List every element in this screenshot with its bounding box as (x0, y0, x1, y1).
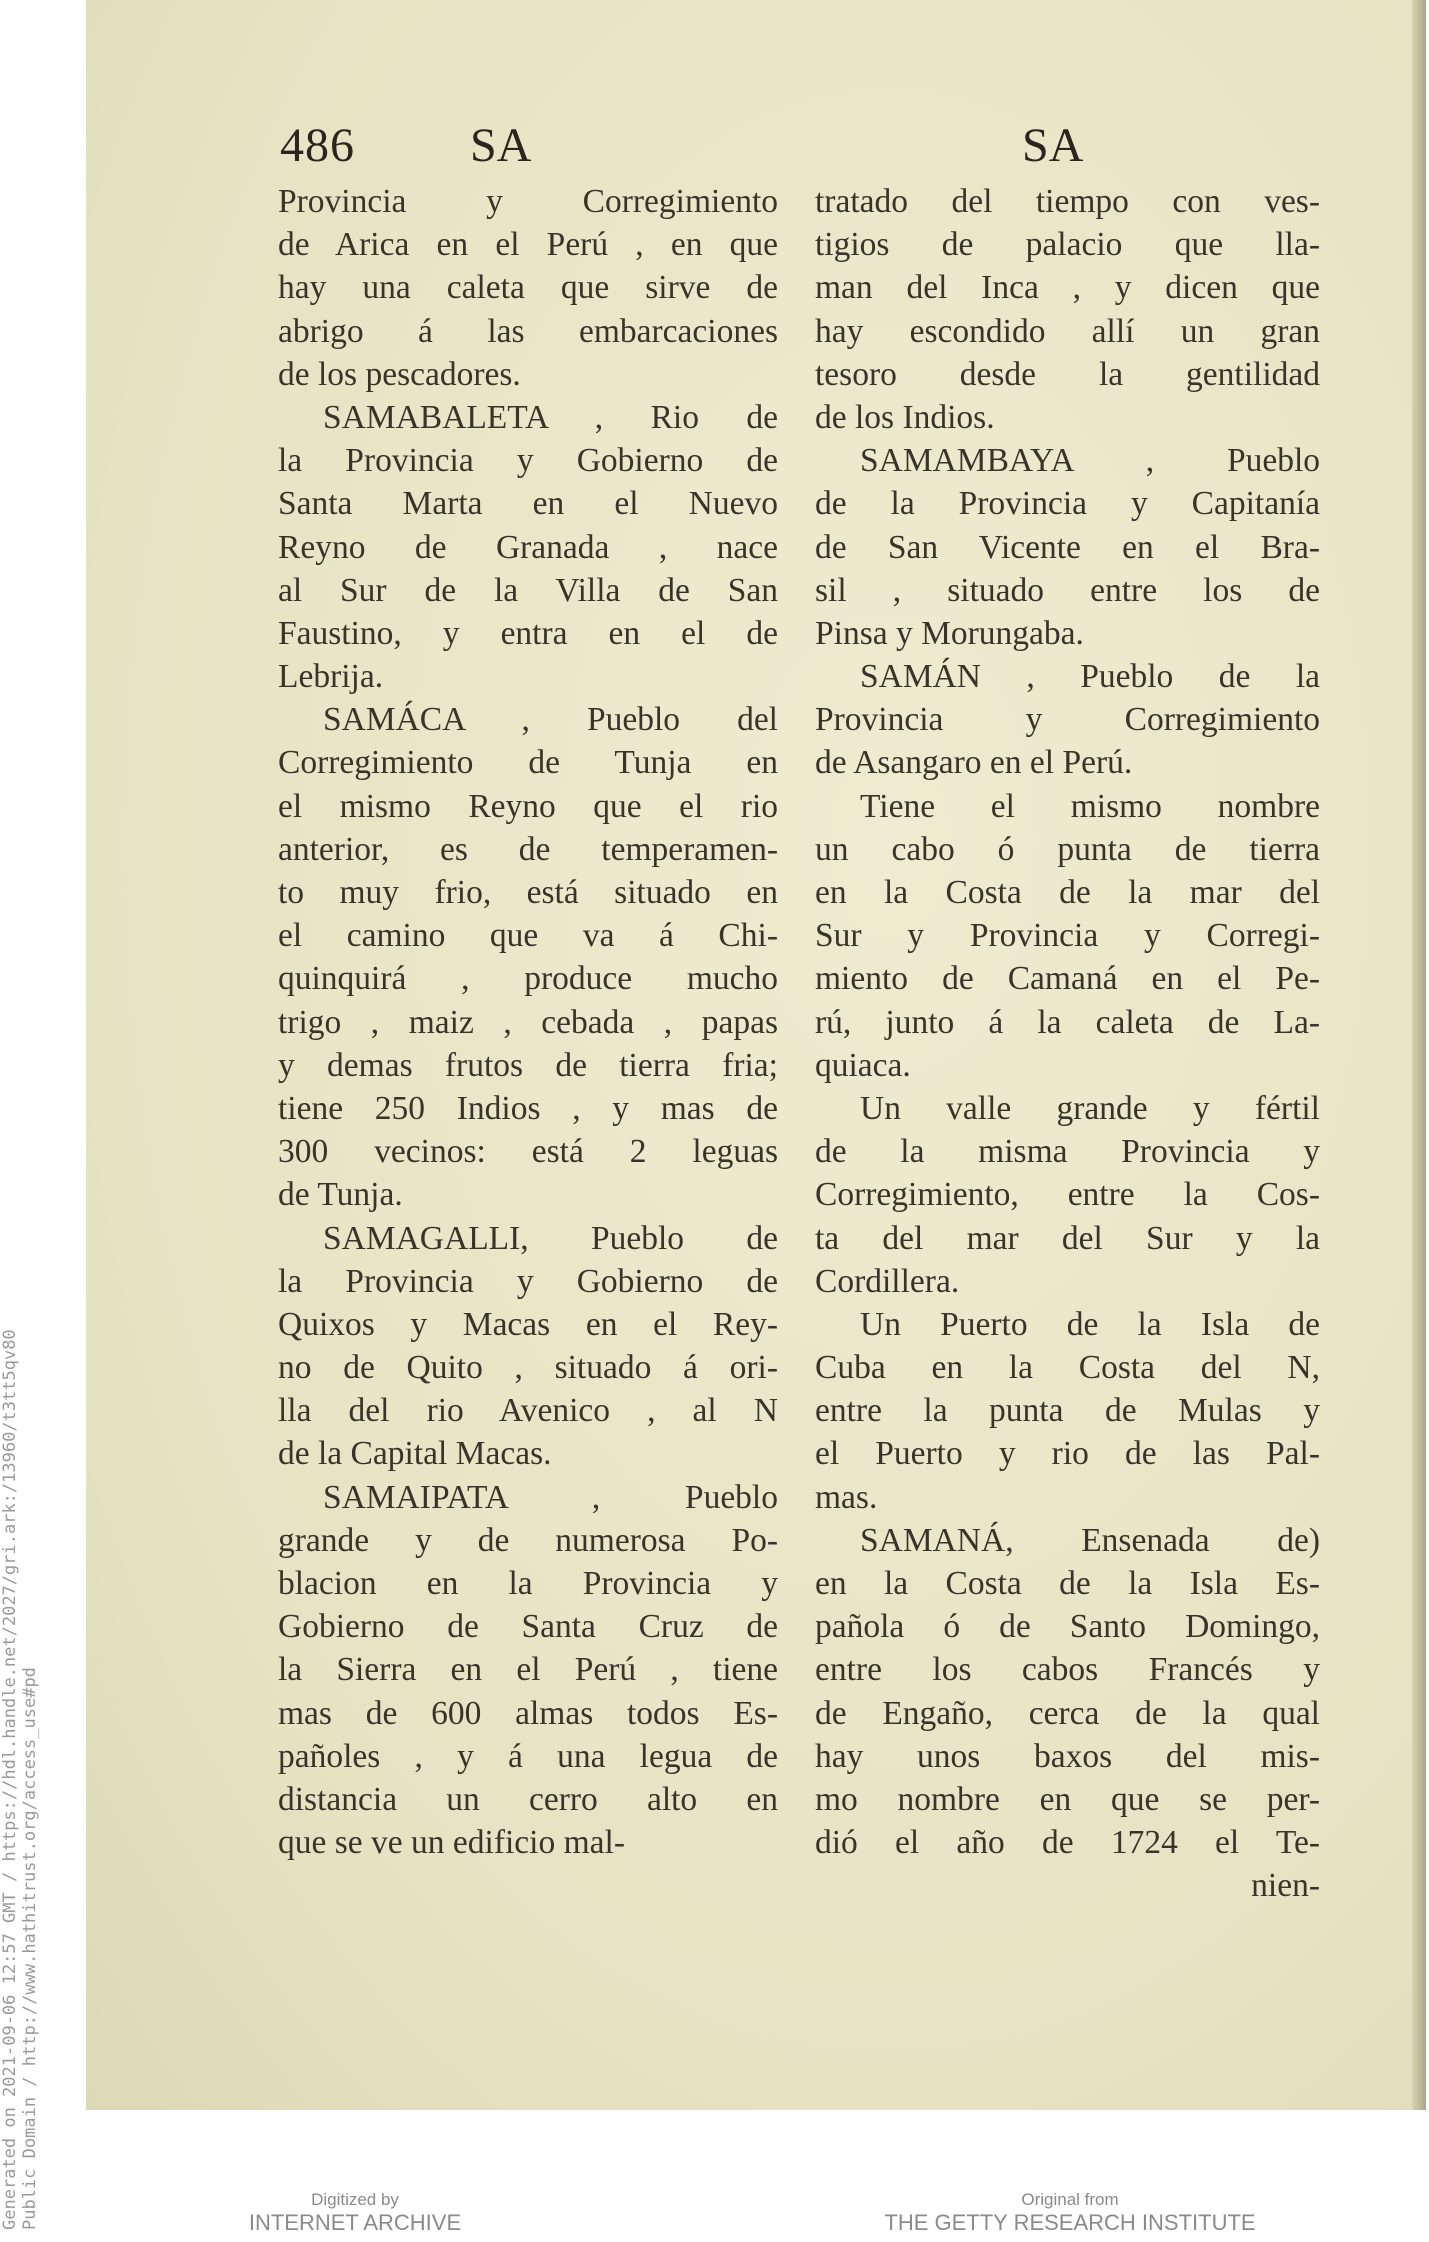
text-line: grande y de numerosa Po- (278, 1521, 778, 1559)
text-line: quiaca. (815, 1046, 911, 1084)
running-head-right: SA (1022, 119, 1084, 172)
text-line: Reyno de Granada , nace (278, 528, 778, 566)
text-line: no de Quito , situado á ori- (278, 1349, 778, 1387)
text-line: Un Puerto de la Isla de (860, 1305, 1320, 1343)
text-line: Santa Marta en el Nuevo (278, 485, 778, 523)
text-line: Cordillera. (815, 1262, 960, 1300)
left-text-column (278, 180, 778, 1864)
text-line: mo nombre en que se per- (815, 1780, 1320, 1818)
text-line: la Provincia y Gobierno de (278, 442, 778, 480)
digitization-footer (0, 2190, 1429, 2242)
page-header (270, 118, 1329, 178)
text-line: Faustino, y entra en el de (278, 614, 778, 652)
text-line: quinquirá , produce mucho (278, 960, 778, 998)
hathitrust-stamp (0, 1100, 60, 2230)
text-line: tigios de palacio que lla- (815, 226, 1320, 264)
text-line: tratado del tiempo con ves- (815, 183, 1320, 220)
text-line: Tiene el mismo nombre (860, 787, 1320, 825)
text-line: hay unos baxos del mis- (815, 1737, 1320, 1775)
text-line: de Arica en el Perú , en que (278, 226, 778, 264)
text-line: Pinsa y Morungaba. (815, 614, 1084, 652)
text-line: Un valle grande y fértil (860, 1089, 1320, 1127)
stamp-line-public-domain: Public Domain / http://www.hathitrust.org/access_use#pd (20, 1667, 40, 2230)
text-line: un cabo ó punta de tierra (815, 830, 1320, 868)
text-line: SAMÁCA , Pueblo del (323, 701, 778, 739)
text-line: el camino que va á Chi- (278, 917, 778, 955)
text-line: distancia un cerro alto en (278, 1780, 778, 1818)
text-line: trigo , maiz , cebada , papas (278, 1003, 778, 1041)
text-line: hay escondido allí un gran (815, 312, 1320, 350)
digitized-by (230, 2190, 480, 2236)
text-line: SAMAMBAYA , Pueblo (860, 442, 1320, 480)
text-line: SAMAIPATA , Pueblo (323, 1478, 778, 1516)
text-line: Sur y Provincia y Corregi- (815, 917, 1320, 955)
text-line: Gobierno de Santa Cruz de (278, 1608, 778, 1646)
right-text-column (815, 180, 1320, 1908)
text-line: y demas frutos de tierra fria; (278, 1046, 778, 1084)
text-line: de Engaño, cerca de la qual (815, 1694, 1320, 1732)
text-line: 300 vecinos: está 2 leguas (278, 1133, 778, 1171)
text-line: la Sierra en el Perú , tiene (278, 1651, 778, 1689)
text-line: entre los cabos Francés y (815, 1651, 1320, 1689)
text-line: Cuba en la Costa del N, (815, 1349, 1320, 1387)
text-line: dió el año de 1724 el Te- (815, 1824, 1320, 1862)
text-line: tesoro desde la gentilidad (815, 355, 1320, 393)
text-line: de Asangaro en el Perú. (815, 744, 1133, 782)
text-line: to muy frio, está situado en (278, 874, 778, 911)
text-line: de la misma Provincia y (815, 1133, 1320, 1171)
text-line: SAMABALETA , Rio de (323, 398, 778, 436)
stamp-line-generated: Generated on 2021-09-06 12:57 GMT / https://hdl.handle.net/2027/gri.ark:/13960/t3tt5qv80 (0, 1329, 20, 2230)
text-line: rú, junto á la caleta de La- (815, 1003, 1320, 1041)
text-line: de San Vicente en el Bra- (815, 528, 1320, 566)
text-line: que se ve un edificio mal- (278, 1824, 625, 1862)
text-line: pañoles , y á una legua de (278, 1737, 778, 1775)
text-line: ta del mar del Sur y la (815, 1219, 1320, 1257)
text-line: tiene 250 Indios , y mas de (278, 1089, 778, 1127)
text-line: Provincia y Corregimiento (815, 701, 1320, 739)
text-line: lla del rio Avenico , al N (278, 1392, 778, 1430)
text-line: mas de 600 almas todos Es- (278, 1694, 778, 1732)
text-line: hay una caleta que sirve de (278, 269, 778, 307)
text-line: sil , situado entre los de (815, 571, 1320, 609)
page-edge-shadow (1412, 0, 1426, 2110)
text-line: Corregimiento, entre la Cos- (815, 1176, 1320, 1214)
text-line: miento de Camaná en el Pe- (815, 960, 1320, 998)
text-line: SAMANÁ, Ensenada de) (860, 1521, 1320, 1559)
original-from (870, 2190, 1270, 2236)
text-line: pañola ó de Santo Domingo, (815, 1608, 1320, 1646)
text-line: mas. (815, 1478, 878, 1516)
running-head-left: SA (470, 119, 532, 172)
text-line: Provincia y Corregimiento (278, 183, 778, 220)
original-from-label: Original from (1021, 2190, 1119, 2209)
text-line: de la Capital Macas. (278, 1435, 552, 1473)
text-line: SAMAGALLI, Pueblo de (323, 1219, 778, 1257)
page-number: 486 (280, 119, 355, 172)
text-line: Lebrija. (278, 658, 384, 696)
text-line: en la Costa de la mar del (815, 874, 1320, 911)
text-line: Corregimiento de Tunja en (278, 744, 778, 782)
text-line: el mismo Reyno que el rio (278, 787, 778, 825)
text-line: nien- (1251, 1867, 1320, 1905)
text-line: man del Inca , y dicen que (815, 269, 1320, 307)
text-line: Quixos y Macas en el Rey- (278, 1305, 778, 1343)
text-line: en la Costa de la Isla Es- (815, 1565, 1320, 1602)
text-line: de Tunja. (278, 1176, 403, 1214)
text-line: al Sur de la Villa de San (278, 571, 778, 609)
text-line: entre la punta de Mulas y (815, 1392, 1320, 1430)
text-line: blacion en la Provincia y (278, 1565, 778, 1602)
internet-archive-label: INTERNET ARCHIVE (248, 2210, 462, 2235)
text-line: de los Indios. (815, 398, 995, 436)
text-line: de la Provincia y Capitanía (815, 485, 1320, 523)
text-line: el Puerto y rio de las Pal- (815, 1435, 1320, 1473)
getty-institute-label: THE GETTY RESEARCH INSTITUTE (884, 2210, 1256, 2235)
text-line: anterior, es de temperamen- (278, 830, 778, 868)
text-line: SAMÁN , Pueblo de la (860, 658, 1320, 696)
digitized-by-label: Digitized by (311, 2190, 399, 2209)
text-line: la Provincia y Gobierno de (278, 1262, 778, 1300)
text-line: de los pescadores. (278, 355, 521, 393)
text-line: abrigo á las embarcaciones (278, 312, 778, 350)
